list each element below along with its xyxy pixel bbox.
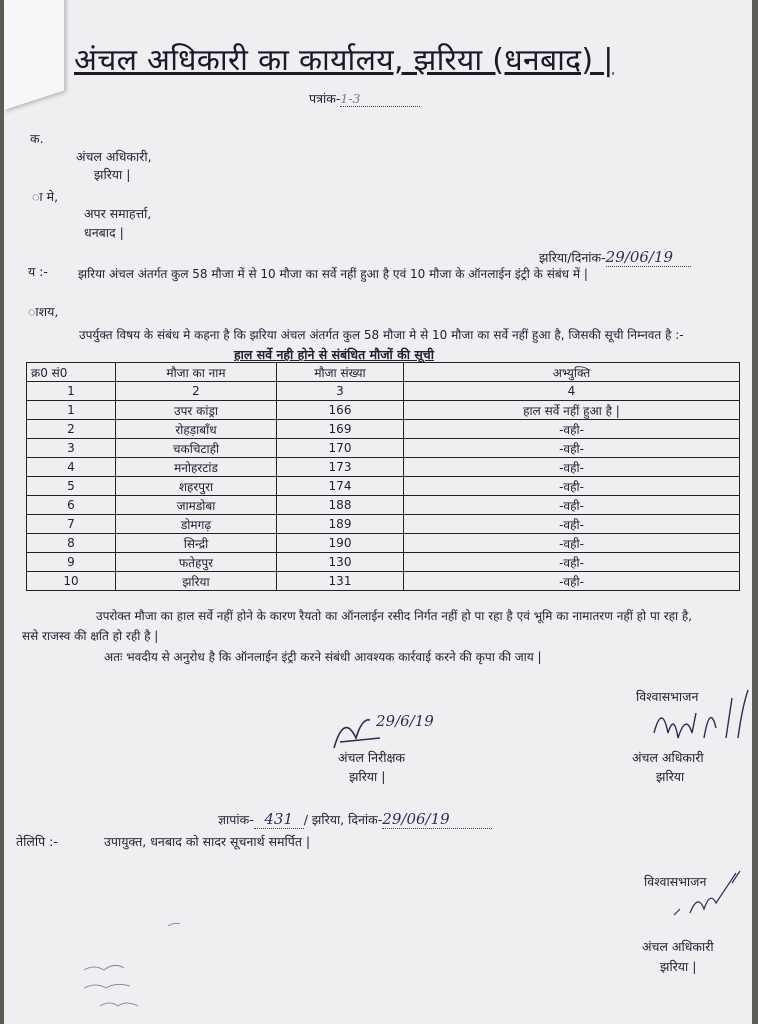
cell-remarks: -वही- bbox=[404, 439, 740, 458]
colnum-1: 1 bbox=[27, 382, 116, 401]
vishwas-label-1: विश्वासभाजन bbox=[636, 689, 699, 704]
cell-remarks: -वही- bbox=[404, 458, 740, 477]
cell-remarks: -वही- bbox=[404, 477, 740, 496]
officer-signature-2 bbox=[664, 860, 754, 930]
cell-mauja-name: जामडोबा bbox=[116, 496, 277, 515]
document-page bbox=[4, 0, 752, 1024]
cell-serial: 2 bbox=[27, 420, 116, 439]
table-column-number-row bbox=[27, 382, 740, 401]
cell-remarks: हाल सर्वे नहीं हुआ है | bbox=[404, 401, 740, 420]
table-row bbox=[27, 496, 740, 515]
table-row bbox=[27, 439, 740, 458]
cell-mauja-number: 131 bbox=[277, 572, 404, 591]
body-intro: उपर्युक्त विषय के संबंध मे कहना है कि झरिया अंचल अंतर्गत कुल 58 मौजा मे से 10 मौजा का सर्वे नहीं हुआ है, जिसकी सूची निम्नवत है :- bbox=[79, 328, 684, 342]
table-title: हाल सर्वे नही होने से संबंधित मौजों की सूची bbox=[234, 347, 434, 362]
officer-place-2: झरिया | bbox=[660, 959, 697, 974]
table-row bbox=[27, 553, 740, 572]
cell-mauja-number: 190 bbox=[277, 534, 404, 553]
cell-mauja-name: फतेहपुर bbox=[116, 553, 277, 572]
cell-serial: 7 bbox=[27, 515, 116, 534]
body-para1-cont: ससे राजस्व की क्षति हो रही है | bbox=[22, 629, 159, 643]
body-para1: उपरोक्त मौजा का हाल सर्वे नहीं होने के कारण रैयतो का ऑनलाईन रसीद निर्गत नहीं हो पा रहा है एवं भूमि का नामातरण नहीं हो पा रहा है, bbox=[96, 609, 693, 623]
colnum-4: 4 bbox=[404, 382, 740, 401]
cell-serial: 1 bbox=[27, 401, 116, 420]
cell-serial: 4 bbox=[27, 458, 116, 477]
folded-corner bbox=[4, 0, 64, 110]
cell-remarks: -वही- bbox=[404, 420, 740, 439]
gyapank-line: ज्ञापांक- 431 / झरिया, दिनांक-29/06/19 bbox=[218, 810, 492, 829]
cell-mauja-name: मनोहरटांड bbox=[116, 458, 277, 477]
table-row bbox=[27, 401, 740, 420]
cell-mauja-number: 174 bbox=[277, 477, 404, 496]
patrank: पत्रांक-1-3 bbox=[309, 90, 420, 107]
header-serial: क्र0 सं0 bbox=[27, 363, 116, 382]
sender-place: झरिया | bbox=[94, 167, 131, 182]
office-title: अंचल अधिकारी का कार्यालय, झरिया (धनबाद) | bbox=[74, 43, 614, 78]
officer-title-1: अंचल अधिकारी bbox=[632, 750, 704, 765]
recipient-place: धनबाद | bbox=[84, 225, 124, 240]
table-row bbox=[27, 515, 740, 534]
table-row bbox=[27, 458, 740, 477]
cell-mauja-number: 170 bbox=[277, 439, 404, 458]
vishwas-label-2: विश्वासभाजन bbox=[644, 874, 707, 889]
cell-mauja-name: झरिया bbox=[116, 572, 277, 591]
cell-mauja-number: 188 bbox=[277, 496, 404, 515]
header-remarks: अभ्युक्ति bbox=[404, 363, 740, 382]
subject-prefix: य :- bbox=[28, 264, 48, 279]
date-line: झरिया/दिनांक-29/06/19 bbox=[539, 248, 691, 267]
mauja-table bbox=[26, 362, 740, 591]
cell-serial: 6 bbox=[27, 496, 116, 515]
cell-mauja-name: शहरपुरा bbox=[116, 477, 277, 496]
body-prefix: ाशय, bbox=[28, 304, 59, 319]
cell-remarks: -वही- bbox=[404, 515, 740, 534]
cell-mauja-number: 169 bbox=[277, 420, 404, 439]
cell-mauja-name: रोहड़ाबाँध bbox=[116, 420, 277, 439]
table-row bbox=[27, 420, 740, 439]
cell-mauja-name: डोमगढ़ bbox=[116, 515, 277, 534]
cell-serial: 8 bbox=[27, 534, 116, 553]
cell-remarks: -वही- bbox=[404, 553, 740, 572]
inspector-place: झरिया | bbox=[349, 769, 386, 784]
officer-place-1: झरिया bbox=[656, 769, 685, 784]
copy-text: उपायुक्त, धनबाद को सादर सूचनार्थ समर्पित | bbox=[104, 834, 311, 849]
cell-serial: 10 bbox=[27, 572, 116, 591]
cell-mauja-number: 166 bbox=[277, 401, 404, 420]
table-row bbox=[27, 534, 740, 553]
table-row bbox=[27, 572, 740, 591]
sender-prefix: क. bbox=[30, 131, 44, 146]
copy-label: तेलिपि :- bbox=[16, 834, 58, 849]
inspector-title: अंचल निरीक्षक bbox=[338, 750, 406, 765]
cell-mauja-number: 130 bbox=[277, 553, 404, 572]
header-mauja-name: मौजा का नाम bbox=[116, 363, 277, 382]
recipient-prefix: ा मे, bbox=[32, 189, 59, 204]
officer-signature-1 bbox=[644, 678, 754, 758]
cell-mauja-name: उपर कांड्रा bbox=[116, 401, 277, 420]
header-mauja-number: मौजा संख्या bbox=[277, 363, 404, 382]
sender-name: अंचल अधिकारी, bbox=[76, 149, 152, 164]
faint-handwriting bbox=[64, 920, 224, 1020]
cell-serial: 5 bbox=[27, 477, 116, 496]
colnum-3: 3 bbox=[277, 382, 404, 401]
cell-remarks: -वही- bbox=[404, 496, 740, 515]
table-row bbox=[27, 477, 740, 496]
cell-mauja-name: चकचिटाही bbox=[116, 439, 277, 458]
cell-remarks: -वही- bbox=[404, 534, 740, 553]
inspector-sign-date: 29/6/19 bbox=[376, 712, 434, 730]
cell-mauja-number: 173 bbox=[277, 458, 404, 477]
colnum-2: 2 bbox=[116, 382, 277, 401]
cell-remarks: -वही- bbox=[404, 572, 740, 591]
recipient-name: अपर समाहर्त्ता, bbox=[84, 206, 152, 221]
officer-title-2: अंचल अधिकारी bbox=[642, 939, 714, 954]
cell-mauja-name: सिन्द्री bbox=[116, 534, 277, 553]
cell-mauja-number: 189 bbox=[277, 515, 404, 534]
body-para2: अतः भवदीय से अनुरोध है कि ऑनलाईन इंट्री करने संबंधी आवश्यक कार्रवाई करने की कृपा की जाय | bbox=[104, 650, 542, 664]
table-header-row bbox=[27, 363, 740, 382]
subject-text: झरिया अंचल अंतर्गत कुल 58 मौजा में से 10 मौजा का सर्वे नहीं हुआ है एवं 10 मौजा के ऑनलाईन इंट्री के संबंध में | bbox=[78, 267, 588, 281]
cell-serial: 9 bbox=[27, 553, 116, 572]
cell-serial: 3 bbox=[27, 439, 116, 458]
